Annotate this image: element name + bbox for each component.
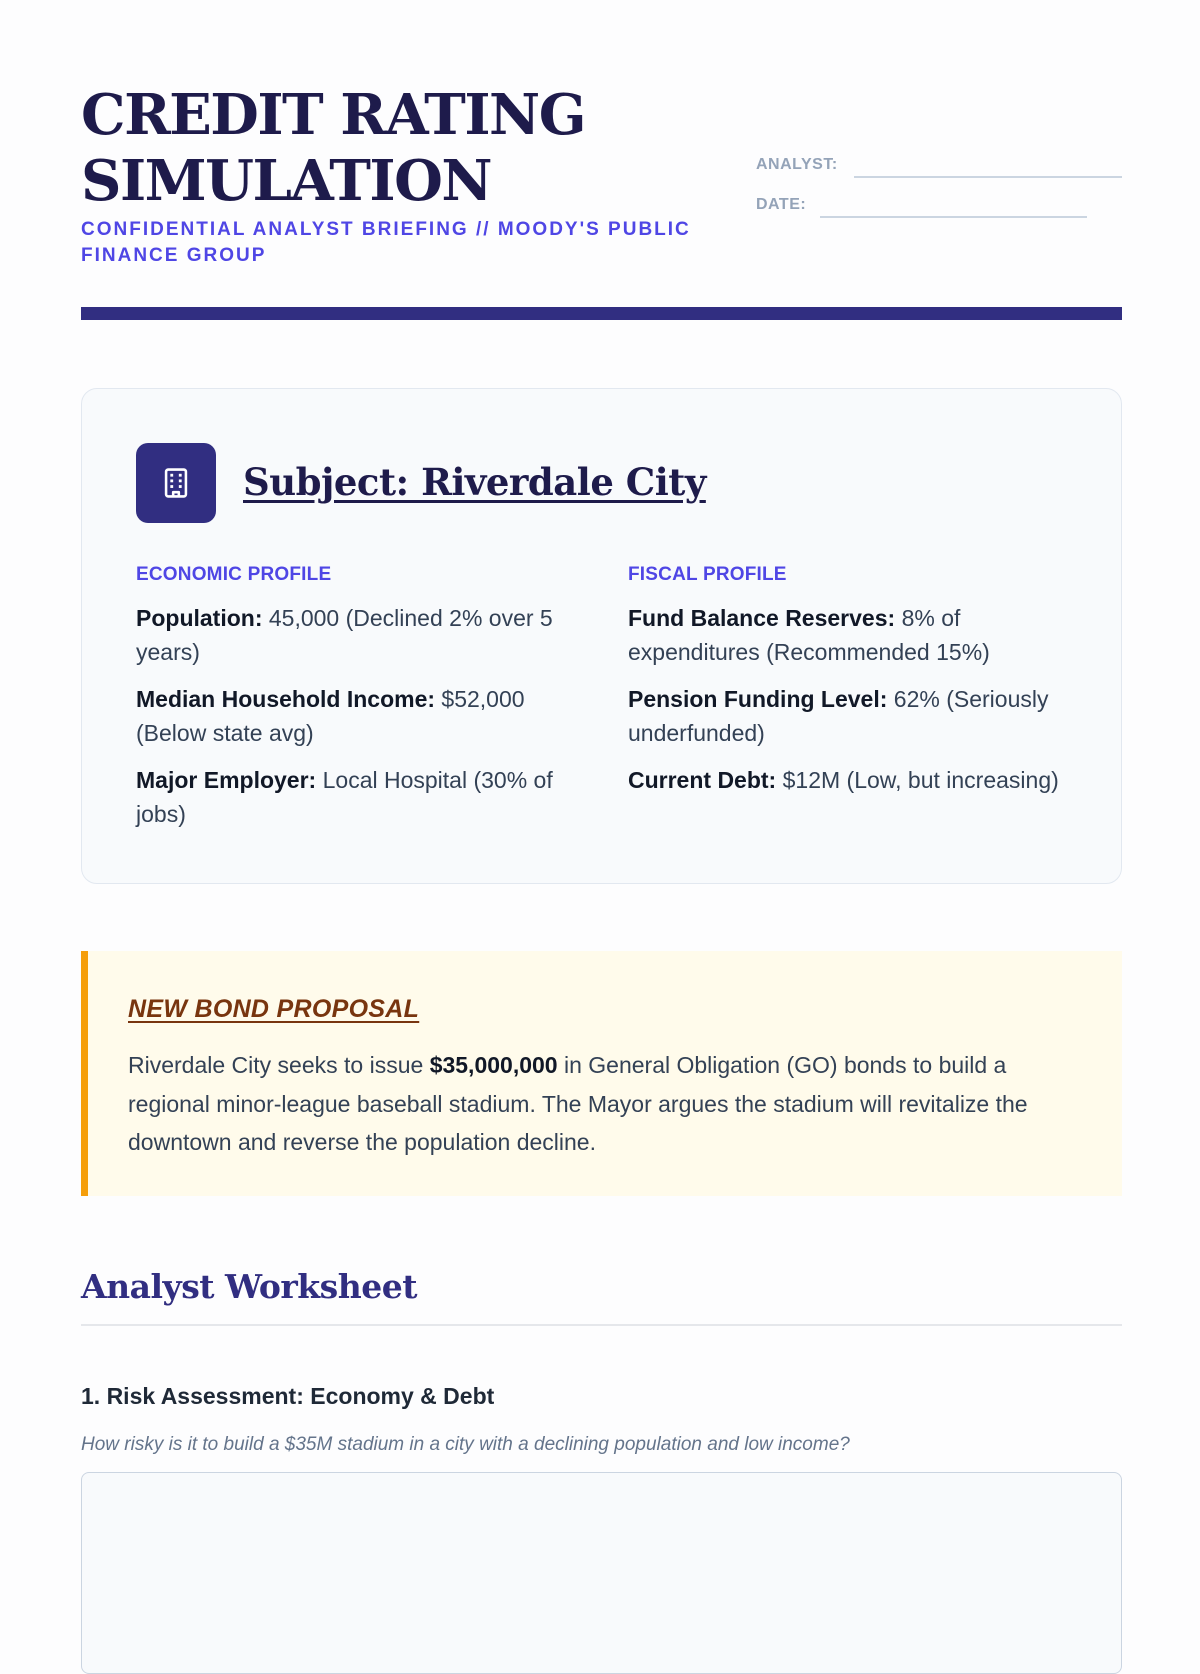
analyst-label: ANALYST: [756, 156, 838, 173]
analyst-field [756, 142, 1122, 182]
profile-item-income [136, 682, 576, 750]
date-label: DATE: [756, 196, 807, 213]
population-label: Population: [136, 605, 263, 631]
pension-value: 62% (Seriously underfunded) [628, 686, 1049, 746]
document-subtitle: CONFIDENTIAL ANALYST BRIEFING // MOODY'S PUBLIC FINANCE GROUP [81, 219, 691, 266]
proposal-text [128, 1046, 1088, 1162]
analyst-input-line[interactable] [854, 176, 1122, 178]
title-block [81, 82, 741, 269]
subject-card [81, 388, 1122, 884]
debt-label: Current Debt: [628, 767, 777, 793]
question-1-prompt: How risky is it to build a $35M stadium in a city with a declining population and low income? [81, 1434, 850, 1455]
fiscal-profile [628, 563, 1078, 810]
income-label: Median Household Income: [136, 686, 436, 712]
pension-label: Pension Funding Level: [628, 686, 888, 712]
bond-proposal-callout [81, 951, 1122, 1196]
proposal-text-after: in General Obligation (GO) bonds to build a regional minor-league baseball stadium. The Mayor argues the stadium will revitalize the downtown and reverse the population decline. [128, 1052, 1028, 1155]
header-divider [81, 307, 1122, 320]
profile-item-pension [628, 682, 1078, 750]
proposal-amount: $35,000,000 [429, 1052, 558, 1078]
profile-item-debt [628, 763, 1078, 797]
employer-value: Local Hospital (30% of jobs) [136, 767, 553, 827]
subject-title: Subject: Riverdale City [243, 460, 706, 504]
worksheet-title: Analyst Worksheet [81, 1267, 417, 1306]
question-1-title: 1. Risk Assessment: Economy & Debt [81, 1383, 495, 1409]
meta-fields [756, 142, 1122, 222]
title-line-1: CREDIT RATING [81, 82, 586, 148]
proposal-heading: NEW BOND PROPOSAL [128, 995, 420, 1023]
worksheet-divider [81, 1324, 1122, 1326]
date-field [756, 182, 1122, 222]
fiscal-profile-heading: FISCAL PROFILE [628, 564, 787, 585]
document-title [81, 82, 741, 214]
income-value: $52,000 (Below state avg) [136, 686, 525, 746]
profile-item-reserves [628, 601, 1078, 669]
title-line-2: SIMULATION [81, 148, 492, 214]
economic-profile [136, 563, 576, 844]
proposal-text-before: Riverdale City seeks to issue [128, 1052, 424, 1078]
reserves-value: 8% of expenditures (Recommended 15%) [628, 605, 990, 665]
date-input-line[interactable] [820, 216, 1087, 218]
economic-profile-heading: ECONOMIC PROFILE [136, 564, 332, 585]
document-header [81, 82, 1122, 272]
building-icon [136, 443, 216, 523]
question-1-answer-box[interactable] [81, 1472, 1122, 1674]
reserves-label: Fund Balance Reserves: [628, 605, 896, 631]
profile-item-population [136, 601, 576, 669]
profile-item-employer [136, 763, 576, 831]
population-value: 45,000 (Declined 2% over 5 years) [136, 605, 553, 665]
debt-value: $12M (Low, but increasing) [782, 767, 1059, 793]
employer-label: Major Employer: [136, 767, 317, 793]
